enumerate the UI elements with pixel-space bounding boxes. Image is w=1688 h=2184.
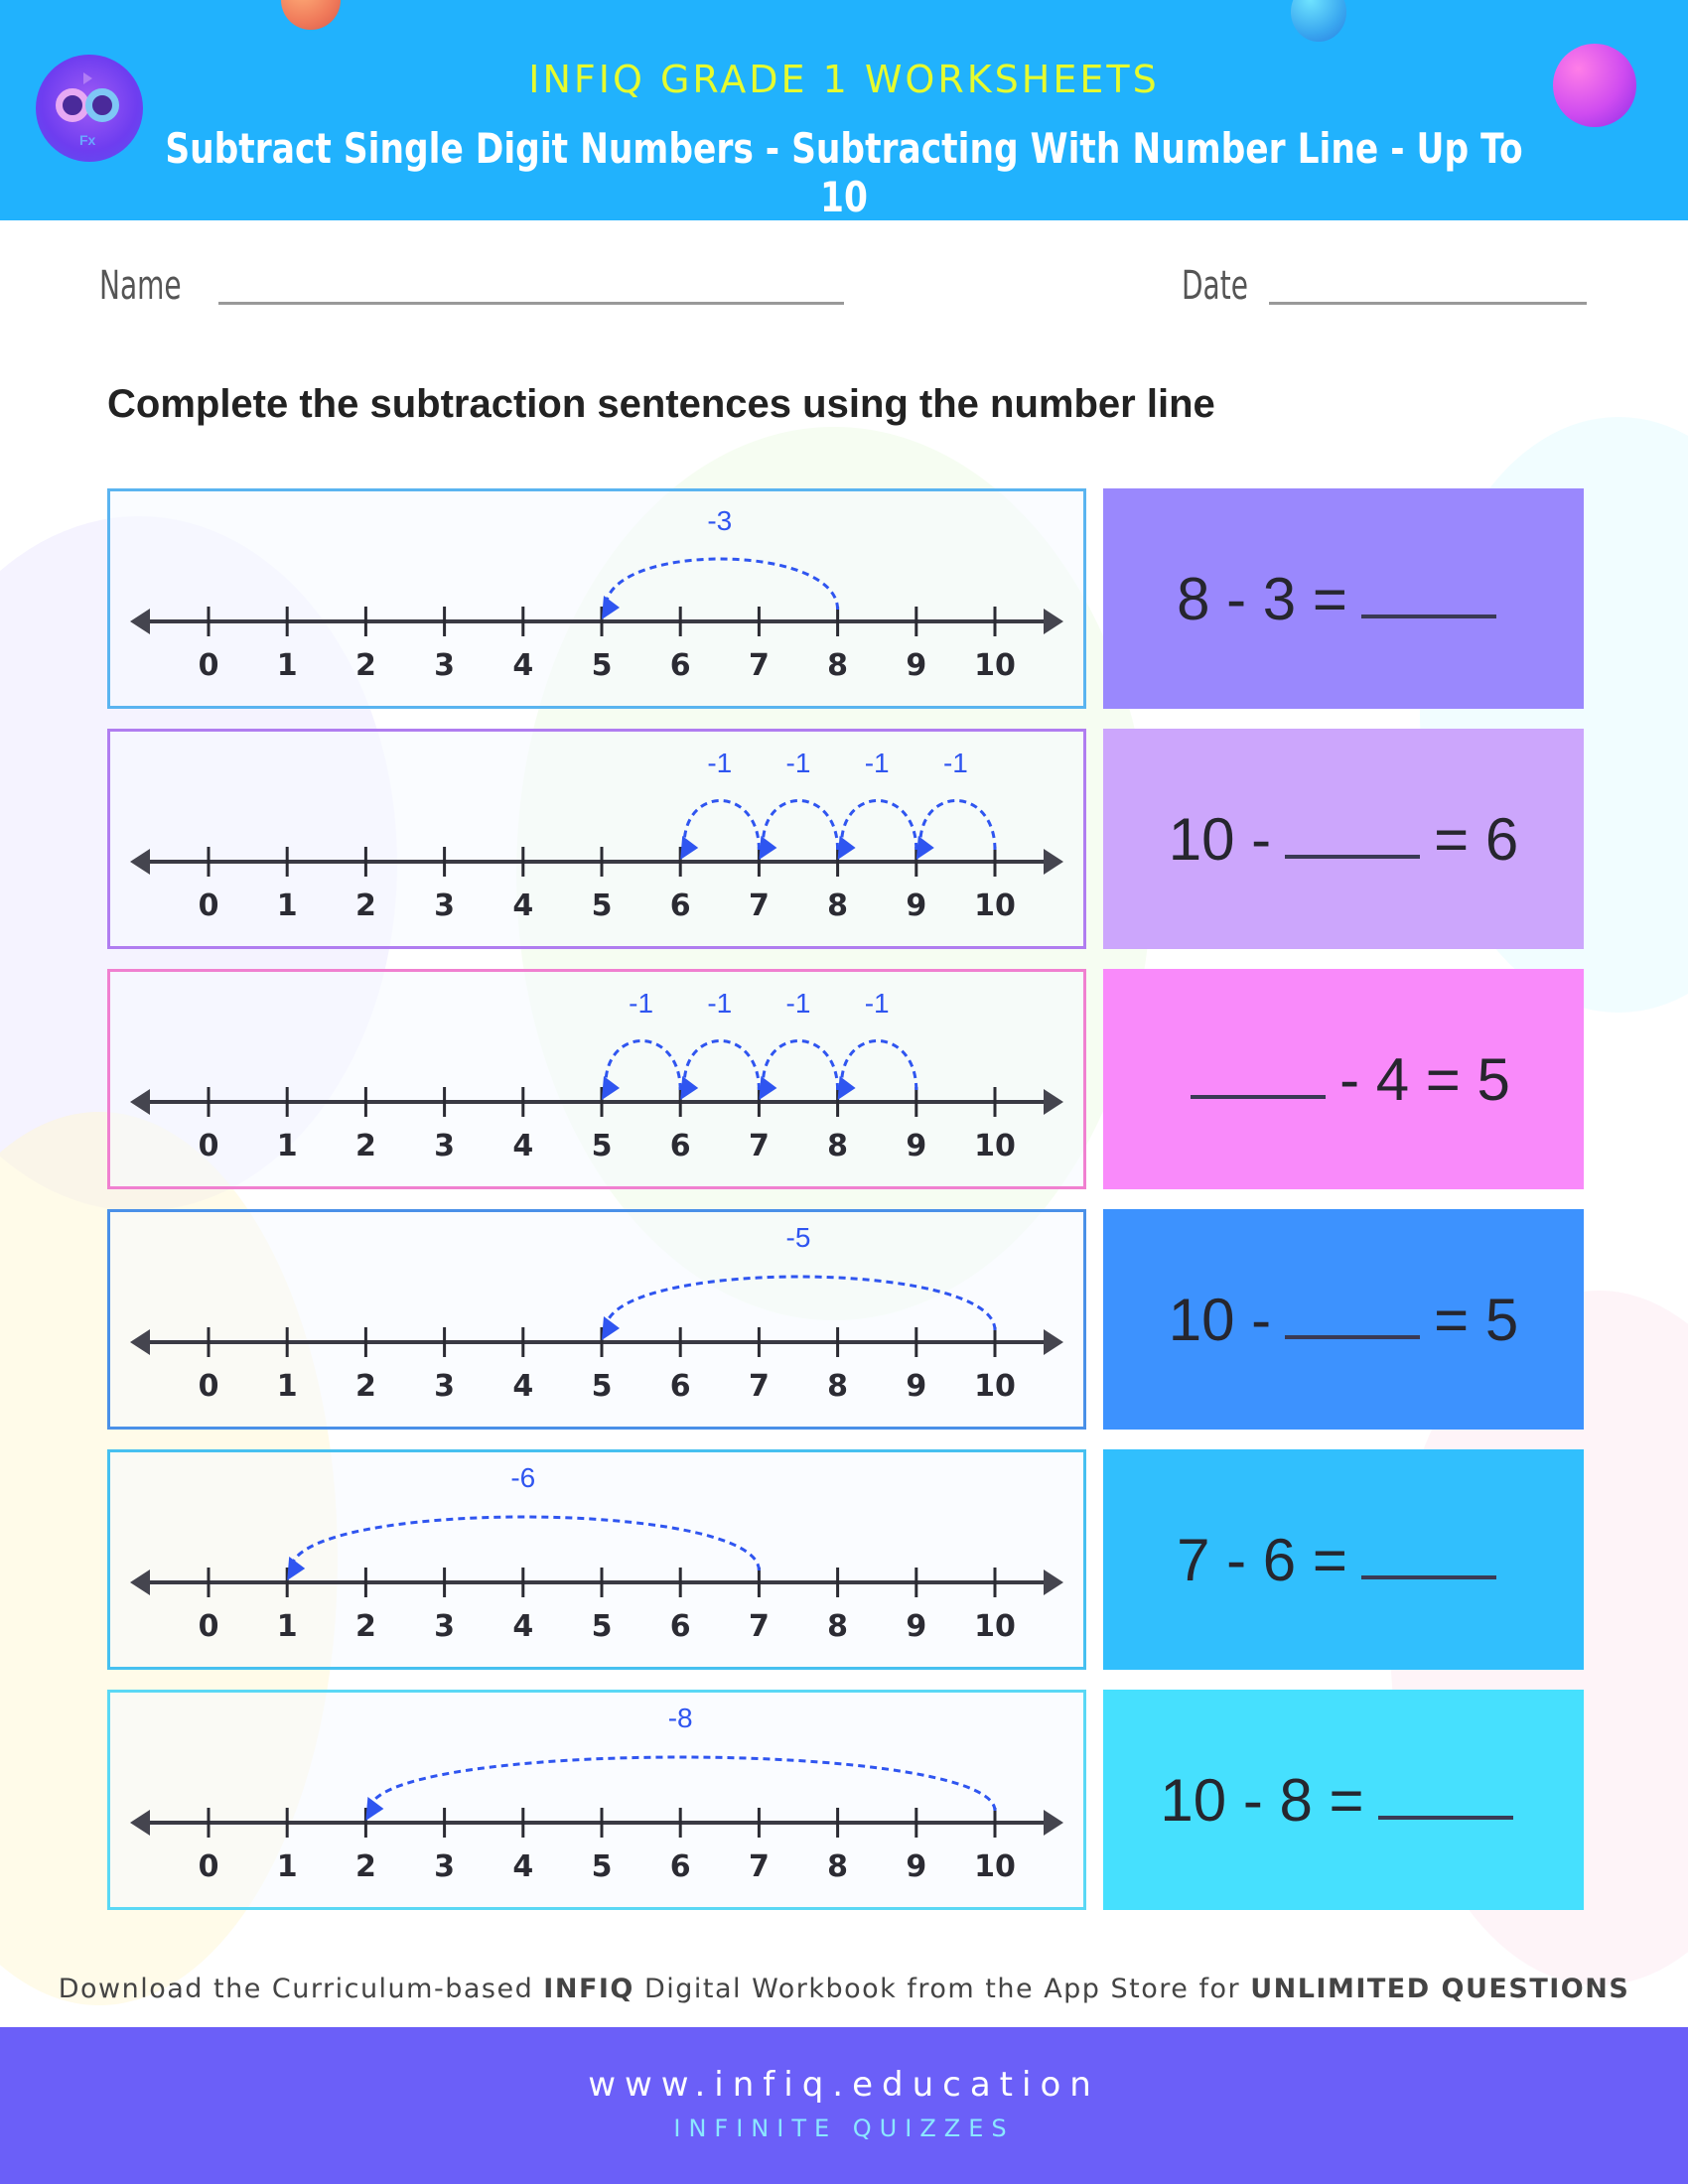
number-line-panel [107, 969, 1086, 1189]
jump-arc [606, 1277, 995, 1330]
tick-label: 6 [669, 1609, 691, 1644]
tick-label: 10 [974, 1609, 1016, 1644]
promo-brand: INFIQ [543, 1974, 634, 2004]
tick-label: 7 [748, 1849, 770, 1884]
tick-label: 5 [591, 888, 613, 923]
answer-blank[interactable] [1378, 1816, 1513, 1820]
number-line-panel [107, 488, 1086, 709]
arrowhead-icon [759, 1076, 776, 1100]
jump-label: -1 [629, 988, 654, 1019]
tick-label: 1 [276, 1849, 298, 1884]
jump-arc [684, 801, 759, 851]
answer-blank[interactable] [1285, 855, 1420, 859]
tick-label: 2 [354, 1369, 376, 1404]
tick-label: 5 [591, 648, 613, 683]
tick-label: 3 [434, 1849, 456, 1884]
tick-label: 6 [669, 1129, 691, 1163]
number-line-panel [107, 729, 1086, 949]
decorative-orange-ball-icon [281, 0, 341, 30]
tick-label: 8 [827, 1369, 849, 1404]
tick-label: 9 [906, 888, 927, 923]
tick-label: 8 [827, 1849, 849, 1884]
tick-label: 7 [748, 1609, 770, 1644]
name-label: Name [99, 263, 182, 309]
tick-label: 0 [198, 888, 219, 923]
jump-arc [763, 801, 837, 851]
tick-label: 2 [354, 1129, 376, 1163]
tick-label: 1 [276, 1129, 298, 1163]
equation-text: = 6 [1434, 805, 1519, 873]
left-arrow-icon [130, 1570, 150, 1595]
tick-label: 9 [906, 1849, 927, 1884]
answer-blank[interactable] [1285, 1335, 1420, 1339]
tick-label: 5 [591, 1849, 613, 1884]
tick-label: 7 [748, 1369, 770, 1404]
number-line [110, 732, 1083, 946]
arrowhead-icon [287, 1557, 305, 1580]
right-arrow-icon [1044, 849, 1063, 875]
tick-label: 6 [669, 1849, 691, 1884]
date-label: Date [1182, 263, 1248, 309]
tick-label: 4 [512, 1369, 534, 1404]
tick-label: 3 [434, 1129, 456, 1163]
tick-label: 5 [591, 1369, 613, 1404]
jump-label: -1 [785, 748, 811, 778]
tick-label: 10 [974, 888, 1016, 923]
jump-label: -1 [785, 988, 811, 1019]
right-arrow-icon [1044, 609, 1063, 634]
equation-card [1103, 1209, 1584, 1430]
right-arrow-icon [1044, 1570, 1063, 1595]
arrowhead-icon [602, 1316, 620, 1340]
tick-label: 7 [748, 1129, 770, 1163]
tick-label: 1 [276, 648, 298, 683]
tick-label: 4 [512, 1129, 534, 1163]
tick-label: 3 [434, 1609, 456, 1644]
fx-icon: Fx [79, 132, 96, 148]
tick-label: 10 [974, 1369, 1016, 1404]
equation-card [1103, 1449, 1584, 1670]
equation-card [1103, 729, 1584, 949]
tick-label: 2 [354, 1849, 376, 1884]
date-field[interactable] [1269, 302, 1587, 305]
tick-label: 9 [906, 1129, 927, 1163]
right-arrow-icon [1044, 1089, 1063, 1115]
tick-label: 6 [669, 648, 691, 683]
jump-label: -8 [667, 1703, 693, 1733]
jump-label: -3 [707, 505, 733, 536]
arrowhead-icon [365, 1797, 383, 1821]
tick-label: 7 [748, 888, 770, 923]
jump-arc [920, 801, 995, 851]
arrowhead-icon [602, 1076, 620, 1100]
number-line-panel [107, 1449, 1086, 1670]
arrowhead-icon [680, 1076, 698, 1100]
equation-text: - 4 = 5 [1339, 1045, 1510, 1113]
equation-card [1103, 969, 1584, 1189]
jump-label: -1 [707, 988, 733, 1019]
answer-blank[interactable] [1361, 614, 1496, 618]
tick-label: 9 [906, 1609, 927, 1644]
arrowhead-icon [602, 596, 620, 619]
tick-label: 6 [669, 1369, 691, 1404]
jump-label: -1 [942, 748, 968, 778]
tick-label: 0 [198, 1369, 219, 1404]
tick-label: 9 [906, 648, 927, 683]
tick-label: 3 [434, 648, 456, 683]
answer-blank[interactable] [1191, 1095, 1326, 1099]
arrowhead-icon [759, 836, 776, 860]
jump-arc [369, 1757, 995, 1811]
left-arrow-icon [130, 849, 150, 875]
tick-label: 0 [198, 648, 219, 683]
number-line [110, 1212, 1083, 1427]
header-banner [0, 0, 1688, 220]
tick-label: 1 [276, 1609, 298, 1644]
tick-label: 9 [906, 1369, 927, 1404]
tick-label: 8 [827, 1129, 849, 1163]
jump-label: -1 [864, 988, 890, 1019]
number-line-panel [107, 1209, 1086, 1430]
tick-label: 4 [512, 1849, 534, 1884]
tick-label: 2 [354, 888, 376, 923]
brand-heading: INFIQ GRADE 1 WORKSHEETS [528, 58, 1160, 101]
jump-label: -1 [707, 748, 733, 778]
tick-label: 8 [827, 648, 849, 683]
left-arrow-icon [130, 1810, 150, 1836]
jump-label: -5 [785, 1222, 811, 1253]
tick-label: 0 [198, 1129, 219, 1163]
equation-text: = 5 [1434, 1286, 1519, 1353]
tick-label: 4 [512, 888, 534, 923]
tick-label: 10 [974, 648, 1016, 683]
equation-text: 7 - 6 = [1177, 1526, 1347, 1593]
website-link[interactable]: www.infiq.education [588, 2065, 1100, 2105]
name-field[interactable] [218, 302, 844, 305]
tick-label: 3 [434, 1369, 456, 1404]
tick-label: 5 [591, 1609, 613, 1644]
tick-label: 1 [276, 1369, 298, 1404]
equation-card [1103, 488, 1584, 709]
tick-label: 8 [827, 888, 849, 923]
number-line [110, 1452, 1083, 1667]
instructions: Complete the subtraction sentences using the number line [107, 382, 1215, 426]
worksheet-title: Subtract Single Digit Numbers - Subtracting With Number Line - Up To 10 [165, 124, 1523, 220]
tick-label: 7 [748, 648, 770, 683]
footer-banner [0, 2027, 1688, 2184]
left-arrow-icon [130, 1329, 150, 1355]
tick-label: 0 [198, 1609, 219, 1644]
number-line [110, 972, 1083, 1186]
promo-text [0, 1974, 1688, 2004]
right-arrow-icon [1044, 1329, 1063, 1355]
tagline: INFINITE QUIZZES [673, 2115, 1015, 2142]
promo-emphasis: UNLIMITED QUESTIONS [1250, 1974, 1630, 2004]
equation-text: 10 - [1168, 805, 1272, 873]
tick-label: 10 [974, 1129, 1016, 1163]
promo-middle: Digital Workbook from the App Store for [633, 1974, 1251, 2004]
equation-text: 10 - [1168, 1286, 1272, 1353]
tick-label: 0 [198, 1849, 219, 1884]
tick-label: 2 [354, 1609, 376, 1644]
right-arrow-icon [1044, 1810, 1063, 1836]
jump-arc [841, 1041, 915, 1091]
left-arrow-icon [130, 609, 150, 634]
number-line-panel [107, 1690, 1086, 1910]
jump-arc [606, 1041, 680, 1091]
tick-label: 1 [276, 888, 298, 923]
promo-prefix: Download the Curriculum-based [58, 1974, 544, 2004]
arrowhead-icon [916, 836, 934, 860]
jump-arc [606, 559, 838, 610]
tick-label: 10 [974, 1849, 1016, 1884]
tick-label: 6 [669, 888, 691, 923]
equation-card [1103, 1690, 1584, 1910]
jump-arc [763, 1041, 837, 1091]
tick-label: 4 [512, 648, 534, 683]
equation-text: 8 - 3 = [1177, 565, 1347, 632]
arrowhead-icon [680, 836, 698, 860]
tick-label: 3 [434, 888, 456, 923]
jump-arc [291, 1517, 759, 1570]
tick-label: 4 [512, 1609, 534, 1644]
number-line [110, 491, 1083, 706]
equation-text: 10 - 8 = [1160, 1766, 1364, 1834]
tick-label: 5 [591, 1129, 613, 1163]
jump-label: -1 [864, 748, 890, 778]
answer-blank[interactable] [1361, 1575, 1496, 1579]
tick-label: 8 [827, 1609, 849, 1644]
number-line [110, 1693, 1083, 1907]
jump-arc [684, 1041, 759, 1091]
arrowhead-icon [838, 1076, 856, 1100]
jump-arc [841, 801, 915, 851]
arrowhead-icon [838, 836, 856, 860]
decorative-blue-ball-icon [1291, 0, 1346, 42]
jump-label: -6 [510, 1462, 536, 1493]
tick-label: 2 [354, 648, 376, 683]
left-arrow-icon [130, 1089, 150, 1115]
